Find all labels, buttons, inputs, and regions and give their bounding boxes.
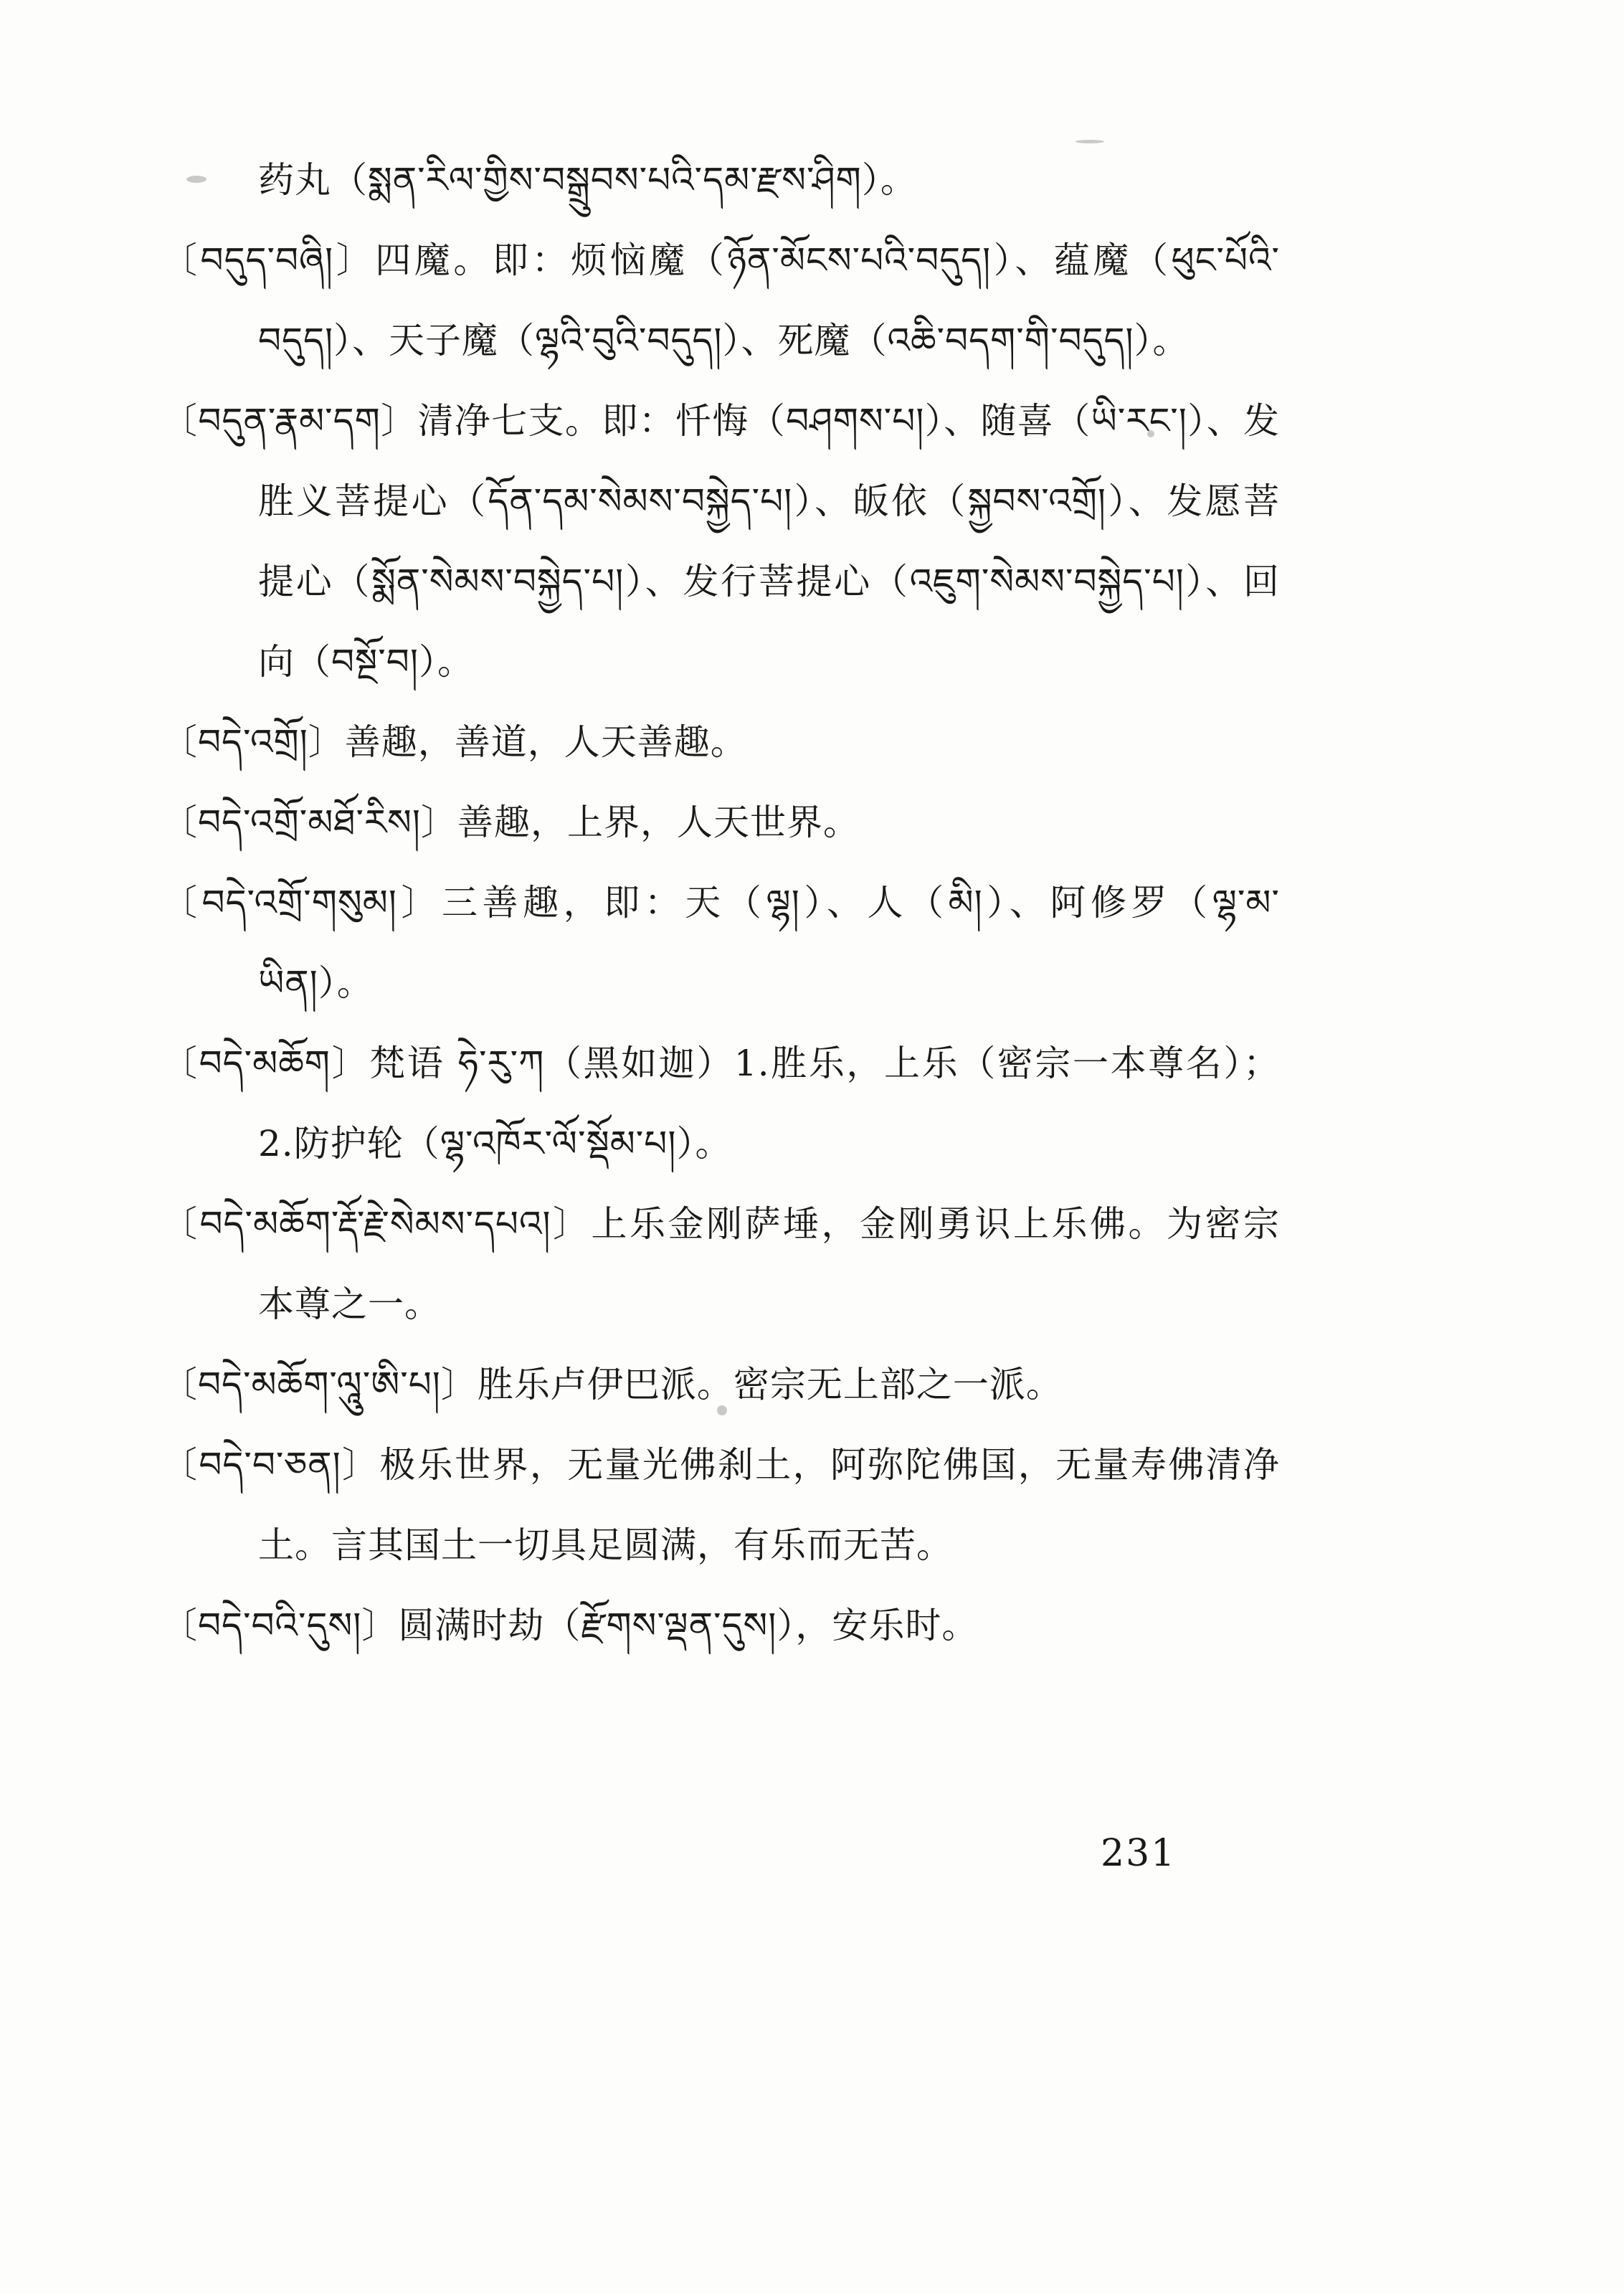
entry-continued: 药丸（སྨན་རིལ་གྱིས་བསྒྲུབས་པའི་དམ་རྫས་ཤིག）。	[258, 159, 917, 201]
entry-vajrasattva-samvara: 〔བདེ་མཆོག་རྡོ་རྗེ་སེམས་དཔའ།〕上乐金刚萨埵，金刚勇识上乐佛。为密宗本尊之一。	[161, 1203, 1280, 1325]
entry-seven-branches: 〔བདུན་རྣམ་དག〕清净七支。即：忏悔（བཤགས་པ།）、随喜（ཡི་རང་།）、发胜义菩提心（དོན་དམ་སེམས་བསྐྱེད་པ།）、皈依（སྐྱབས་འགྲོ།）、发愿菩提心（སྨོན་སེམས་བསྐྱེད་པ།）、发行菩提心（འཇུག་སེམས་བསྐྱེད་པ།）、回向（བསྔོ་བ།）。	[161, 400, 1280, 683]
entry-good-realms: 〔བདེ་འགྲོ།〕善趣，善道，人天善趣。	[161, 721, 747, 763]
entry-list	[161, 140, 1280, 1666]
entry-chakrasamvara: 〔བདེ་མཆོག〕梵语 ཧེ་རུ་ཀ（黑如迦）1.胜乐，上乐（密宗一本尊名）；2.防护轮（ལྷ་འཁོར་ལོ་སྡོམ་པ།）。	[161, 1043, 1280, 1164]
entry-luipa-school: 〔བདེ་མཆོག་ལཱུ་ཨི་པ།〕胜乐卢伊巴派。密宗无上部之一派。	[161, 1364, 1063, 1405]
entry-sukhavati: 〔བདེ་བ་ཅན།〕极乐世界，无量光佛刹土，阿弥陀佛国，无量寿佛清净土。言其国土一切具足圆满，有乐而无苦。	[161, 1444, 1280, 1566]
entry-four-maras: 〔བདུད་བཞི།〕四魔。即：烦恼魔（ཉོན་མོངས་པའི་བདུད།）、蕴魔（ཕུང་པོའི་བདུད།）、天子魔（ལྷའི་བུའི་བདུད།）、死魔（འཆི་བདག་གི་བདུད།）。	[161, 239, 1280, 361]
entry-perfect-age: 〔བདེ་བའི་དུས།〕圆满时劫（རྫོགས་ལྡན་དུས།），安乐时。	[161, 1605, 979, 1646]
entry-three-good-realms: 〔བདེ་འགྲོ་གསུམ།〕三善趣，即：天（ལྷ།）、人（མི།）、阿修罗（ལྷ་མ་ཡིན།）。	[161, 882, 1280, 1004]
entry-higher-realms: 〔བདེ་འགྲོ་མཐོ་རིས།〕善趣，上界，人天世界。	[161, 802, 860, 843]
page-number: 231	[1101, 1832, 1177, 1875]
